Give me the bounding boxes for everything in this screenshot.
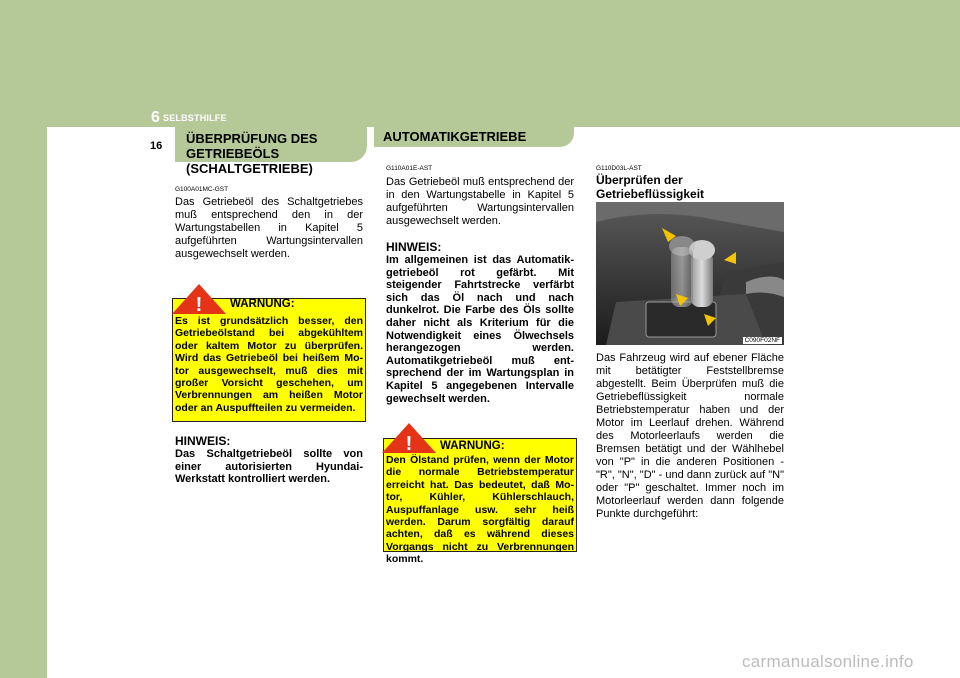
warning-title: WARNUNG: [440, 440, 505, 452]
section-title-manual: ÜBERPRÜFUNG DES GETRIEBEÖLS (SCHALTGETRIEBE) [186, 131, 318, 176]
photo-label: C090F02NF [744, 337, 780, 344]
gear-selector-photo [596, 202, 784, 345]
warning-triangle-icon [171, 283, 227, 315]
section-code: G110A01E-AST [386, 165, 433, 172]
gear-selector-illustration [596, 202, 784, 345]
subsection-title: Überprüfen der Getriebeflüssigkeit [596, 173, 705, 201]
note-title: HINWEIS: [386, 240, 442, 254]
chapter-title: SELBSTHILFE [163, 113, 227, 123]
warning-triangle-icon [381, 422, 437, 454]
header-band [0, 0, 960, 127]
section-title-automatic: AUTOMATIKGETRIEBE [383, 129, 527, 144]
svg-text:!: ! [405, 433, 413, 454]
page-number: 16 [150, 140, 163, 152]
watermark: carmanualsonline.info [742, 652, 914, 671]
body-text: Das Getriebeöl muß entsprechend der in den Wartungstabelle in Kapitel 5 aufgeführten Wartungsintervallen ausgewechselt werden. [386, 176, 574, 227]
note-text: Im allgemeinen ist das Automatik-getriebeöl rot gefärbt. Mit steigender Fahrtstrecke verfärbt sich das Öl nach und nach dunkelrot. Die Farbe des Öls sollte daher nicht als Kriterium für die Notwendigkeit eines Ölwechsels herangezogen werden. Automatikgetriebeöl muß ent-sprechend der im Wartungsplan in Kapitel 5 angegebenen Intervalle gewechselt werden. [386, 254, 574, 405]
section-code: G110D03L-AST [596, 165, 642, 172]
section-code: G100A01MC-GST [175, 186, 229, 193]
warning-text: Den Ölstand prüfen, wenn der Motor die normale Betriebstemperatur erreicht hat. Das bedeutet, daß Mo-tor, Kühler, Kühlerschlauch, Auspuffanlage usw. sehr heiß werden. Darum sorgfältig darauf achten, daß es während dieses Vorgangs nicht zu Verbrennungen kommt. [386, 454, 574, 566]
svg-text:!: ! [195, 294, 203, 315]
warning-text: Es ist grundsätzlich besser, den Getriebeölstand bei abgekühltem oder kaltem Motor zu überprüfen. Wird das Getriebeöl bei heißem Mo-tor ausgewechselt, muß dies mit großer Vorsicht geschehen, um Verbrennungen am heißen Motor oder an Auspuffteilen zu vermeiden. [175, 315, 363, 414]
left-margin-band [0, 0, 47, 678]
note-text: Das Schaltgetriebeöl sollte von einer autorisierten Hyundai-Werkstatt kontrolliert werden. [175, 448, 363, 486]
note-title: HINWEIS: [175, 434, 231, 448]
body-text: Das Getriebeöl des Schaltgetriebes muß entsprechend den in der Wartungstabellen in Kapitel 5 aufgeführten Wartungsintervallen ausgewechselt werden. [175, 196, 363, 260]
warning-title: WARNUNG: [230, 298, 295, 310]
chapter-number: 6 [151, 109, 160, 126]
body-text: Das Fahrzeug wird auf ebener Fläche mit betätigter Feststellbremse abgestellt. Beim Überprüfen muß die Getriebeflüssigkeit normale Betriebstemperatur haben und der Motor im Leerlauf drehen. Während des Motorleerlaufs werden die Bremsen betätigt und der Wählhebel von "P" in die anderen Positionen - "R", "N", "D" - und dann zurück auf "N" oder "P" geschaltet. Immer noch im Motorleerlauf werden dann folgende Punkte durchgeführt: [596, 352, 784, 520]
